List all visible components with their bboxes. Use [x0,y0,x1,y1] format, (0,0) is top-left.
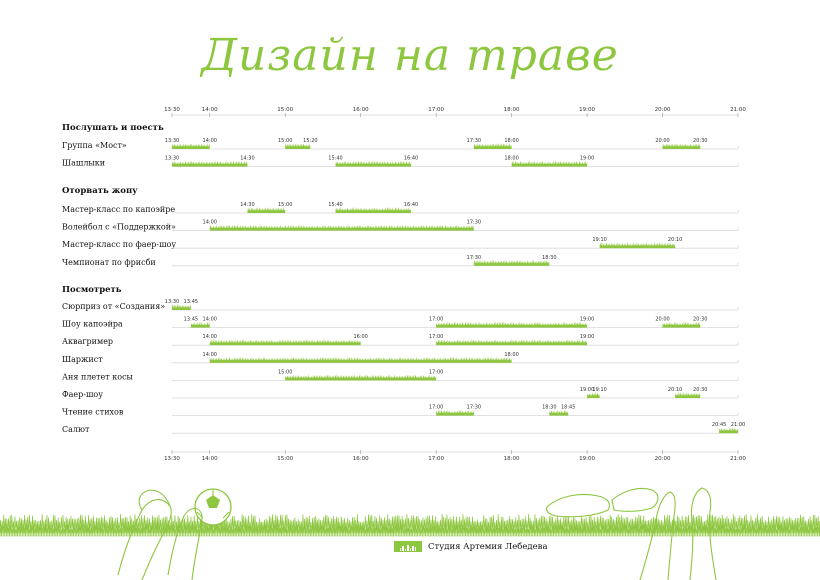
event-end-label: 18:45 [560,404,576,411]
event-start-label: 17:00 [428,316,444,323]
event-end-label: 17:30 [466,404,482,411]
event-start-label: 20:45 [711,422,727,429]
event-start-label: 13:30 [164,138,180,144]
event-grass [285,374,436,378]
event-end-label: 18:30 [542,254,557,261]
activity-name: Мастер-класс по фаер-шоу [62,240,177,250]
event-end-label: 16:40 [403,155,419,162]
event-end-label: 15:20 [303,138,318,144]
event-end-label: 18:00 [504,351,519,358]
activity-name: Сюрприз от «Создания» [62,302,166,311]
activity-name: Шашлыки [62,158,106,168]
axis-tick-label: 16:00 [352,107,369,113]
axis-tick-label: 19:00 [579,456,595,462]
event-end-label: 20:10 [667,237,683,244]
activity-name: Шоу капоэйра [62,319,123,329]
event-grass [600,242,676,246]
activity-name: Фаер-шоу [62,390,103,399]
axis-tick-label: 16:00 [352,456,369,462]
event-start-label: 14:00 [202,351,217,358]
event-start-label: 14:30 [240,202,255,208]
axis-tick-label: 18:00 [503,107,520,113]
axis-tick-label: 21:00 [730,107,746,113]
event-end-label: 14:30 [240,155,255,162]
event-grass [210,339,361,343]
activity-name: Аня плетет косы [62,372,133,382]
event-start-label: 18:30 [542,404,557,411]
event-start-label: 17:00 [428,334,444,341]
studio-logo [394,541,422,552]
event-grass [336,161,412,165]
event-start-label: 17:00 [428,404,444,411]
page-title: Дизайн на траве [201,30,619,81]
event-start-label: 15:40 [328,202,343,208]
axis-tick-label: 20:00 [654,107,671,113]
studio-footer [394,541,548,552]
event-grass [336,207,412,211]
event-end-label: 20:30 [693,387,708,393]
axis-tick-label: 15:00 [277,107,294,113]
axis-tick-label: 19:00 [579,107,595,113]
event-grass [210,225,475,229]
event-end-label: 13:45 [183,299,199,305]
right-sneaker-icon [546,494,609,516]
activity-name: Чемпионат по фрисби [62,257,156,267]
axis-tick-label: 21:00 [730,456,746,462]
event-start-label: 17:30 [466,254,482,261]
event-end-label: 19:10 [592,387,607,393]
event-grass [172,161,248,165]
event-end-label: 19:00 [579,155,595,162]
event-start-label: 17:30 [466,138,482,144]
event-start-label: 14:00 [202,334,217,341]
event-grass [210,357,512,361]
event-end-label: 16:40 [403,202,419,208]
activity-name: Аквагример [62,337,114,347]
axis-tick-label: 17:00 [428,456,445,462]
event-start-label: 15:40 [328,155,343,162]
event-start-label: 18:00 [504,155,519,162]
event-end-label: 20:30 [693,316,708,323]
event-grass [436,339,587,343]
axis-tick-label: 13:30 [164,107,180,113]
event-grass [512,161,588,165]
activity-name: Группа «Мост» [62,141,127,150]
event-end-label: 14:00 [202,316,217,323]
event-grass [474,260,550,264]
event-start-label: 14:00 [202,219,217,226]
event-end-label: 18:00 [504,138,519,144]
event-start-label: 20:00 [655,316,670,323]
activity-name: Салют [62,425,90,435]
event-start-label: 20:00 [655,138,670,144]
event-start-label: 13:45 [183,316,199,323]
section-title: Оторвать жопу [62,186,138,196]
studio-name: Студия Артемия Лебедева [428,541,548,552]
event-end-label: 20:30 [693,138,708,144]
event-end-label: 16:00 [353,334,368,341]
event-start-label: 19:10 [592,237,607,244]
event-start-label: 13:30 [164,299,180,305]
axis-tick-label: 18:00 [503,456,520,462]
event-end-label: 19:00 [579,334,595,341]
event-grass [436,322,587,326]
activity-name: Чтение стихов [62,407,124,417]
activity-name: Волейбол с «Поддержкой» [62,222,176,232]
axis-tick-label: 15:00 [277,456,294,462]
event-end-label: 17:30 [466,219,482,226]
axis-tick-label: 20:00 [654,456,671,462]
axis-tick-label: 17:00 [428,107,445,113]
event-end-label: 14:00 [202,138,217,144]
event-end-label: 19:00 [579,316,595,323]
activity-name: Шаржист [62,354,103,364]
event-start-label: 13:30 [164,155,180,162]
event-end-label: 15:00 [277,202,293,208]
section-title: Послушать и поесть [62,123,164,133]
event-end-label: 17:00 [428,369,444,376]
right-sneaker-icon [612,488,658,511]
event-start-label: 20:10 [667,387,683,393]
axis-tick-label: 14:00 [201,107,218,113]
axis-tick-label: 14:00 [201,456,218,462]
event-start-label: 15:00 [277,138,293,144]
left-leg-outline [118,500,171,580]
section-title: Посмотреть [62,285,122,295]
event-end-label: 21:00 [730,422,746,429]
event-start-label: 15:00 [277,369,293,376]
event-start-label: 19:00 [579,387,595,393]
activity-name: Мастер-класс по капоэйре [62,205,176,214]
axis-tick-label: 13:30 [164,456,180,462]
